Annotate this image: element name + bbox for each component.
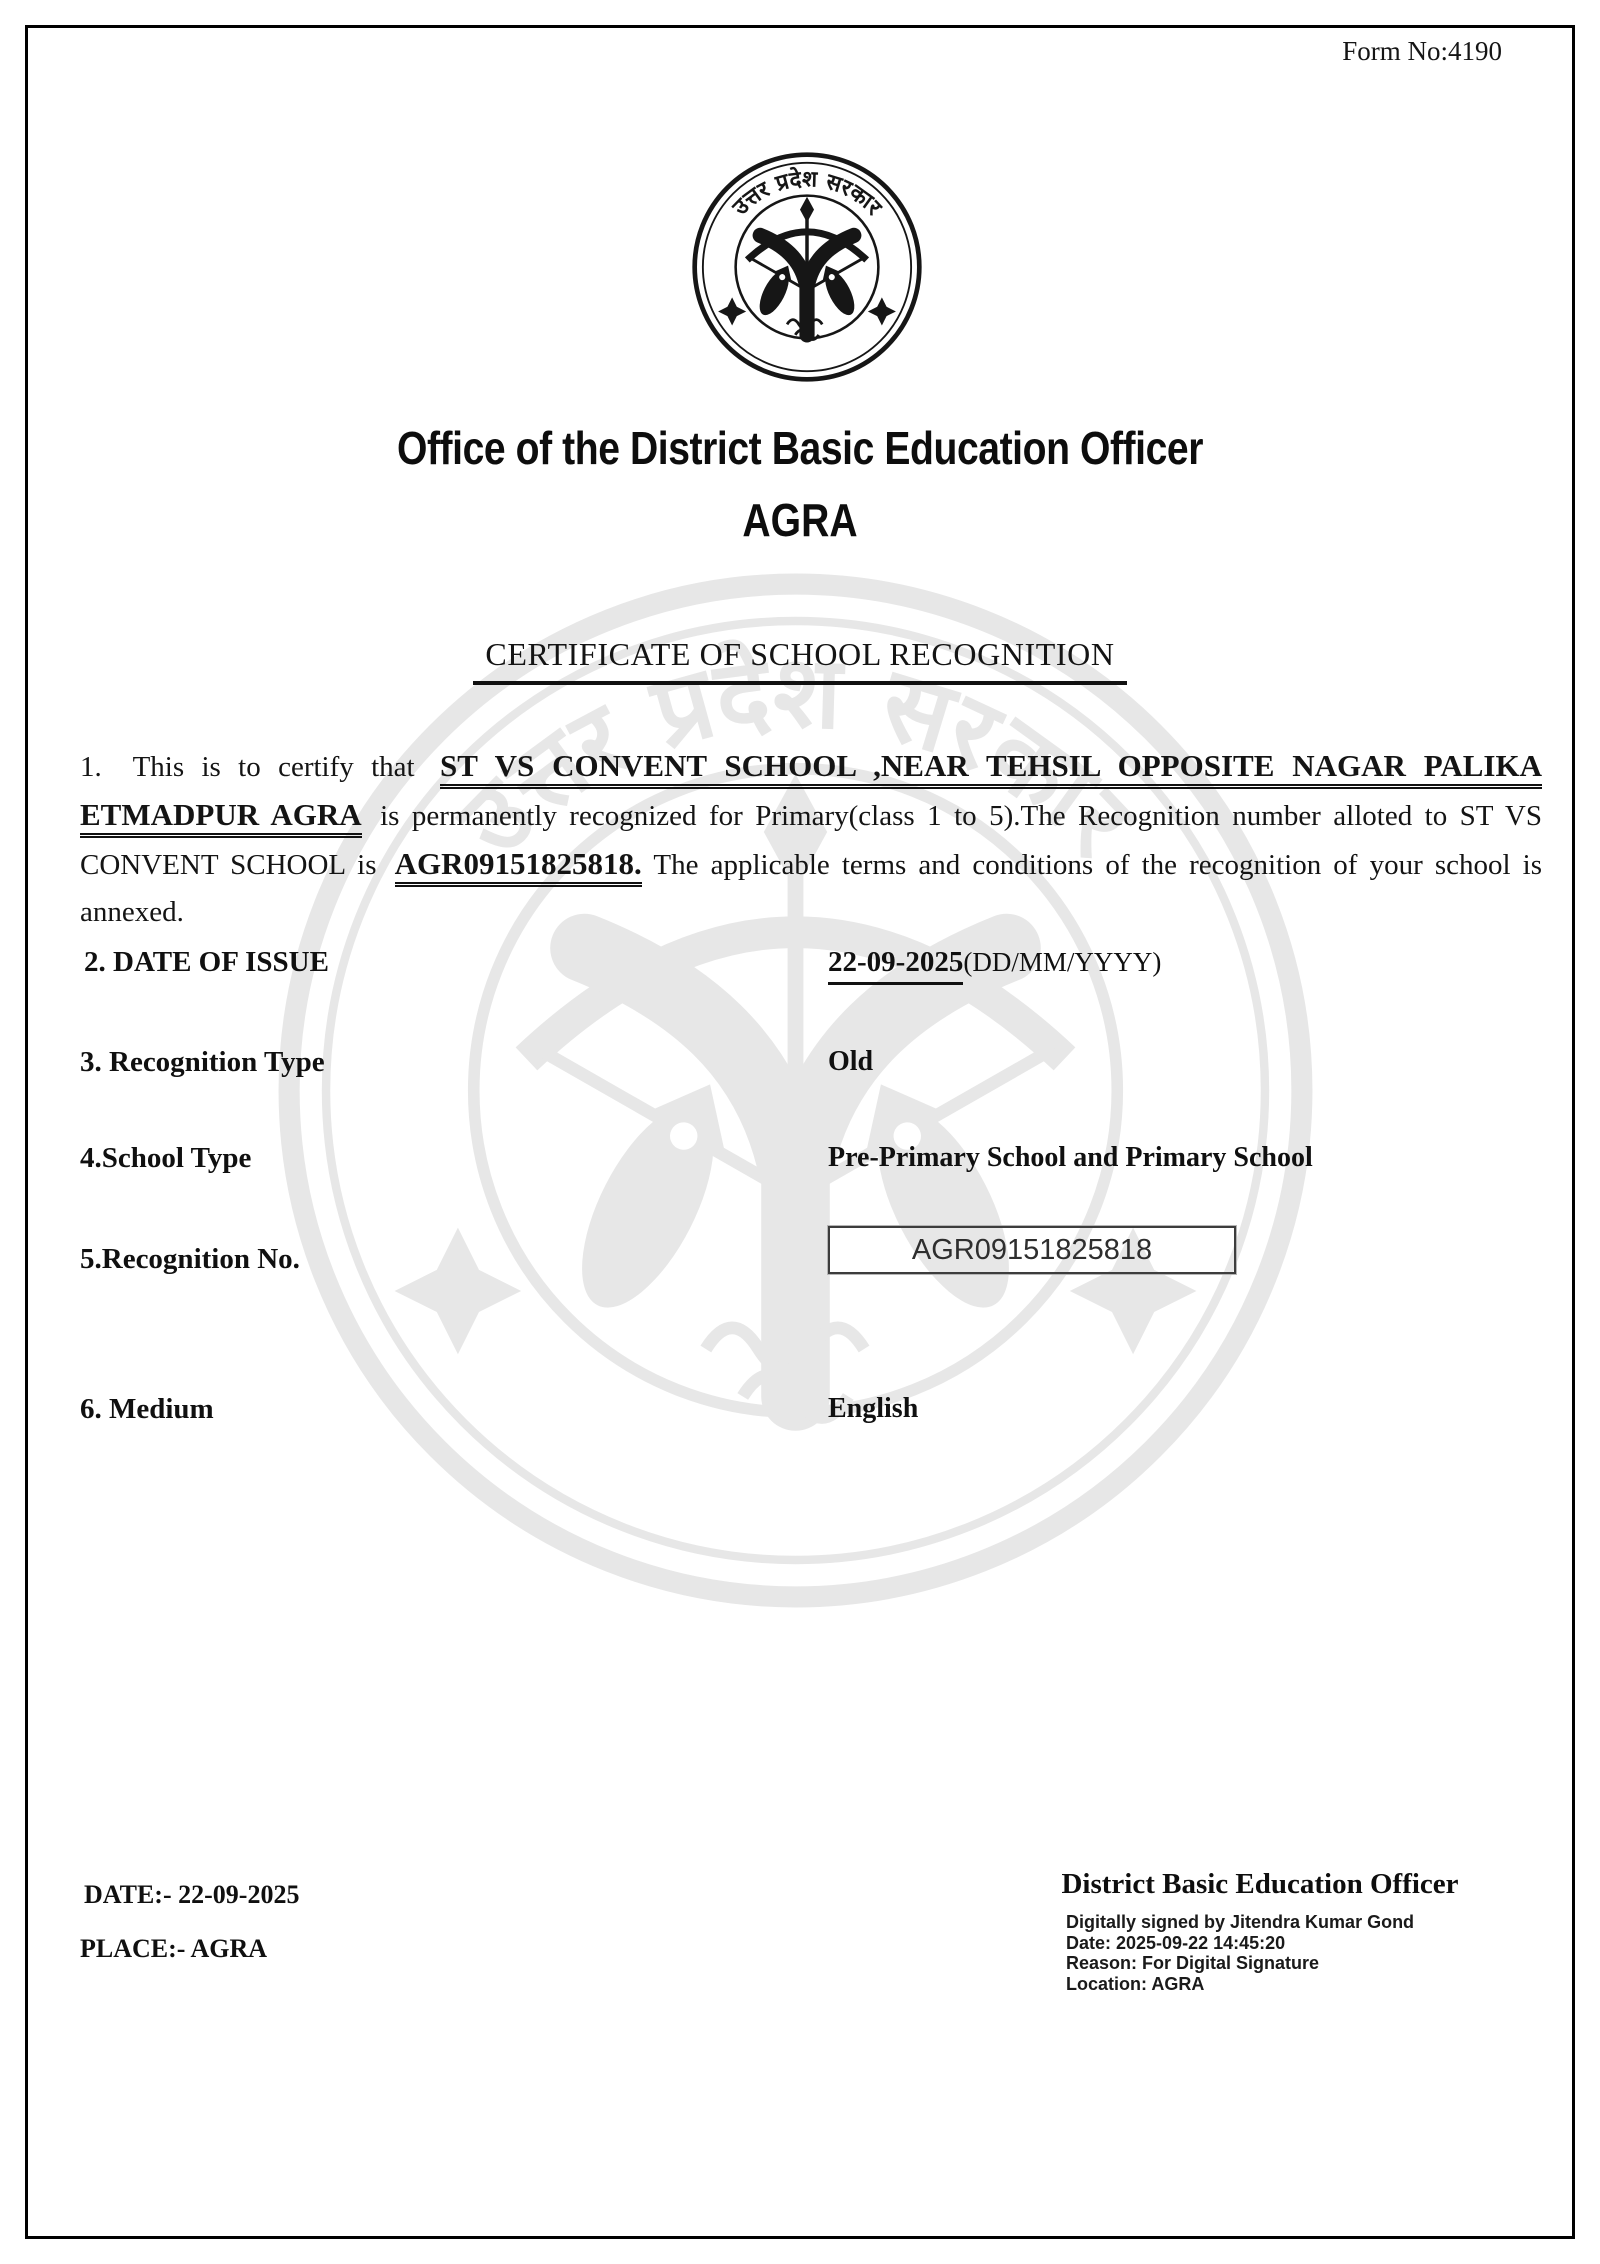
certificate-title: CERTIFICATE OF SCHOOL RECOGNITION: [473, 636, 1126, 685]
clause-suffix: The applicable terms and conditions of the recognition of your school is annexed.: [80, 849, 1543, 928]
field-value-medium: English: [828, 1393, 919, 1424]
clause-1: [80, 742, 1542, 936]
form-number: Form No:4190: [1342, 36, 1502, 66]
signature-line-location: Location: AGRA: [1066, 1973, 1205, 1994]
field-label-recognition-type: 3. Recognition Type: [80, 1046, 325, 1078]
up-government-seal-icon: [690, 150, 924, 384]
school-name: ST VS CONVENT SCHOOL ,NEAR TEHSIL OPPOSITE NAGAR PALIKA ETMADPUR AGRA: [80, 748, 1542, 838]
footer-place: PLACE:- AGRA: [80, 1934, 268, 1963]
clause-prefix: This is to certify that: [132, 751, 415, 783]
footer-date: DATE:- 22-09-2025: [84, 1880, 300, 1909]
district-title: AGRA: [742, 494, 858, 546]
field-value-date-of-issue: [828, 946, 1161, 985]
date-format-note: (DD/MM/YYYY): [963, 947, 1162, 977]
field-value-school-type: Pre-Primary School and Primary School: [828, 1142, 1313, 1173]
field-label-school-type: 4.School Type: [80, 1142, 252, 1174]
officer-designation: District Basic Education Officer: [1061, 1868, 1459, 1900]
field-label-medium: 6. Medium: [80, 1393, 214, 1425]
date-of-issue-value: 22-09-2025: [828, 946, 963, 985]
signature-line-signed-by: Digitally signed by Jitendra Kumar Gond: [1066, 1912, 1415, 1932]
field-label-recognition-no: 5.Recognition No.: [80, 1243, 300, 1275]
digital-signature-block: [1066, 1912, 1414, 1994]
recognition-number-inline: AGR09151825818.: [395, 846, 642, 887]
field-label-date-of-issue: 2. DATE OF ISSUE: [84, 946, 329, 978]
clause-middle: is permanently recognized for Primary(class 1 to 5).The Recognition number alloted to ST VS CONVENT SCHOOL is: [80, 800, 1543, 881]
recognition-no-box: AGR09151825818: [828, 1226, 1236, 1274]
certificate-title-row: [0, 636, 1600, 685]
office-title: Office of the District Basic Education Officer: [396, 422, 1204, 474]
clause-number: 1.: [80, 751, 102, 783]
signature-line-date: Date: 2025-09-22 14:45:20: [1066, 1932, 1286, 1953]
field-value-recognition-type: Old: [828, 1046, 874, 1077]
signature-line-reason: Reason: For Digital Signature: [1066, 1953, 1320, 1973]
